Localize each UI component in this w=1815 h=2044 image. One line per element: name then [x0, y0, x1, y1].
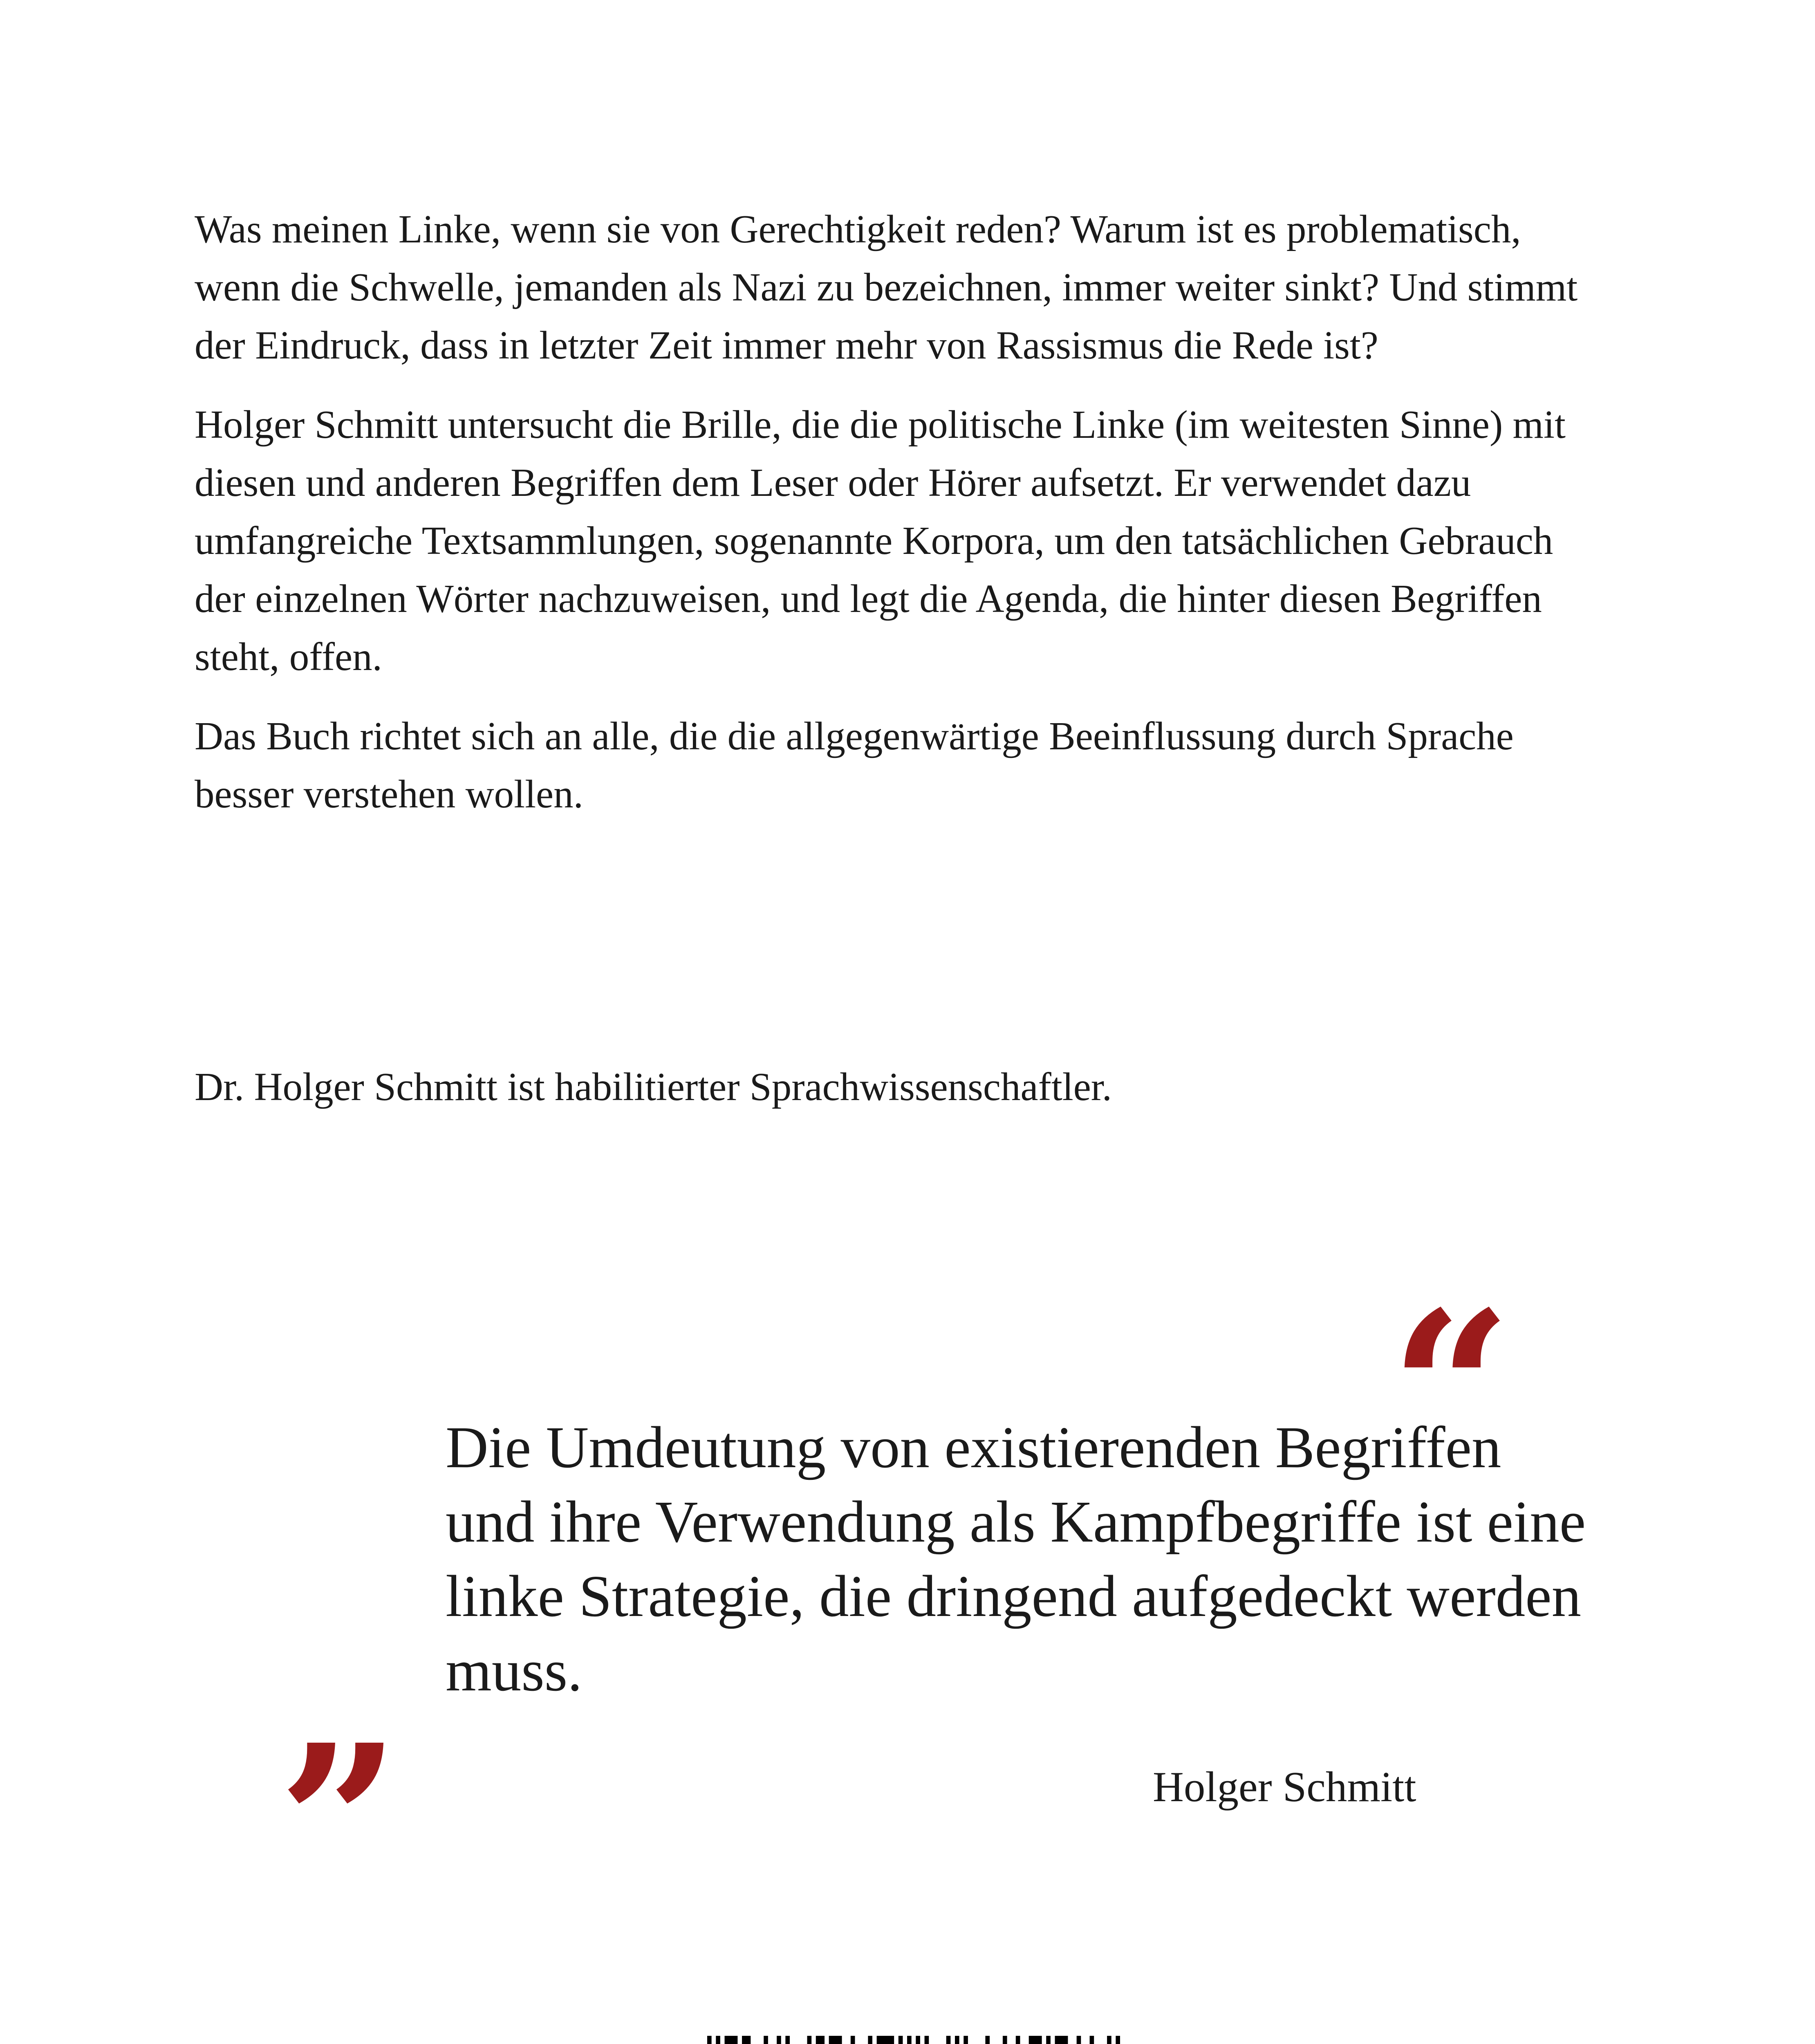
barcode-bar: [964, 2036, 968, 2044]
barcode-bar: [1029, 2036, 1042, 2044]
barcode-bar: [785, 2036, 790, 2044]
blurb-paragraph-3: Das Buch richtet sich an alle, die die allgegenwärtige Beeinflussung durch Sprache besser verstehen wollen.: [195, 714, 1514, 816]
barcode-bar: [955, 2036, 959, 2044]
isbn-barcode: [670, 2036, 1136, 2044]
barcode-bar: [1055, 2036, 1068, 2044]
barcode-guard-bar: [707, 2036, 712, 2044]
blurb: [195, 200, 1593, 845]
barcode-guard-bar: [1116, 2036, 1120, 2044]
blurb-paragraph-2: Holger Schmitt untersucht die Brille, die die politische Linke (im weitesten Sinne) mit diesen und anderen Begriffen dem Leser oder Hörer aufsetzt. Er verwendet dazu umfangreiche Textsammlungen, sogenannte Korpora, um den tatsächlichen Gebrauch der einzelnen Wörter nachzuweisen, und legt die Agenda, die hinter diesen Begriffen steht, offen.: [195, 403, 1566, 679]
barcode-bar: [1016, 2036, 1020, 2044]
barcode-bar: [925, 2036, 929, 2044]
barcode-bar: [816, 2036, 825, 2044]
barcode-guard-bar: [916, 2036, 920, 2044]
close-quote-mark: ”: [278, 1698, 401, 1948]
barcode-guard-bar: [716, 2036, 720, 2044]
barcode-bar: [1003, 2036, 1007, 2044]
blurb-paragraph-1: Was meinen Linke, wenn sie von Gerechtigkeit reden? Warum ist es problematisch, wenn die Schwelle, jemanden als Nazi zu bezeichnen, immer weiter sinkt? Und stimmt der Eindruck, dass in letzter Zeit immer mehr von Rassismus die Rede ist?: [195, 207, 1578, 367]
barcode-bar: [764, 2036, 768, 2044]
quote-text: Die Umdeutung von existierenden Begriffen und ihre Verwendung als Kampfbegriffe ist eine linke Strategie, die dringend aufgedeckt werden muss.: [446, 1415, 1586, 1703]
barcode-bar: [1077, 2036, 1081, 2044]
author-bio: Dr. Holger Schmitt ist habilitierter Sprachwissenschaftler.: [195, 1065, 1112, 1109]
barcode-guard-bar: [907, 2036, 912, 2044]
barcode-bars: [707, 2036, 1120, 2044]
quote-author: Holger Schmitt: [1153, 1763, 1416, 1811]
barcode-bar: [777, 2036, 781, 2044]
barcode-bar: [807, 2036, 812, 2044]
barcode-guard-bar: [1107, 2036, 1111, 2044]
barcode-bar: [1090, 2036, 1094, 2044]
barcode-bar: [829, 2036, 842, 2044]
barcode-bar: [899, 2036, 903, 2044]
barcode-bar: [1046, 2036, 1051, 2044]
barcode-bar: [851, 2036, 855, 2044]
barcode-bar: [868, 2036, 872, 2044]
open-quote-mark: “: [1390, 1265, 1512, 1515]
barcode-bar: [742, 2036, 751, 2044]
barcode-bar: [725, 2036, 738, 2044]
barcode-bar: [985, 2036, 990, 2044]
barcode-bar: [946, 2036, 951, 2044]
barcode-bar: [877, 2036, 894, 2044]
